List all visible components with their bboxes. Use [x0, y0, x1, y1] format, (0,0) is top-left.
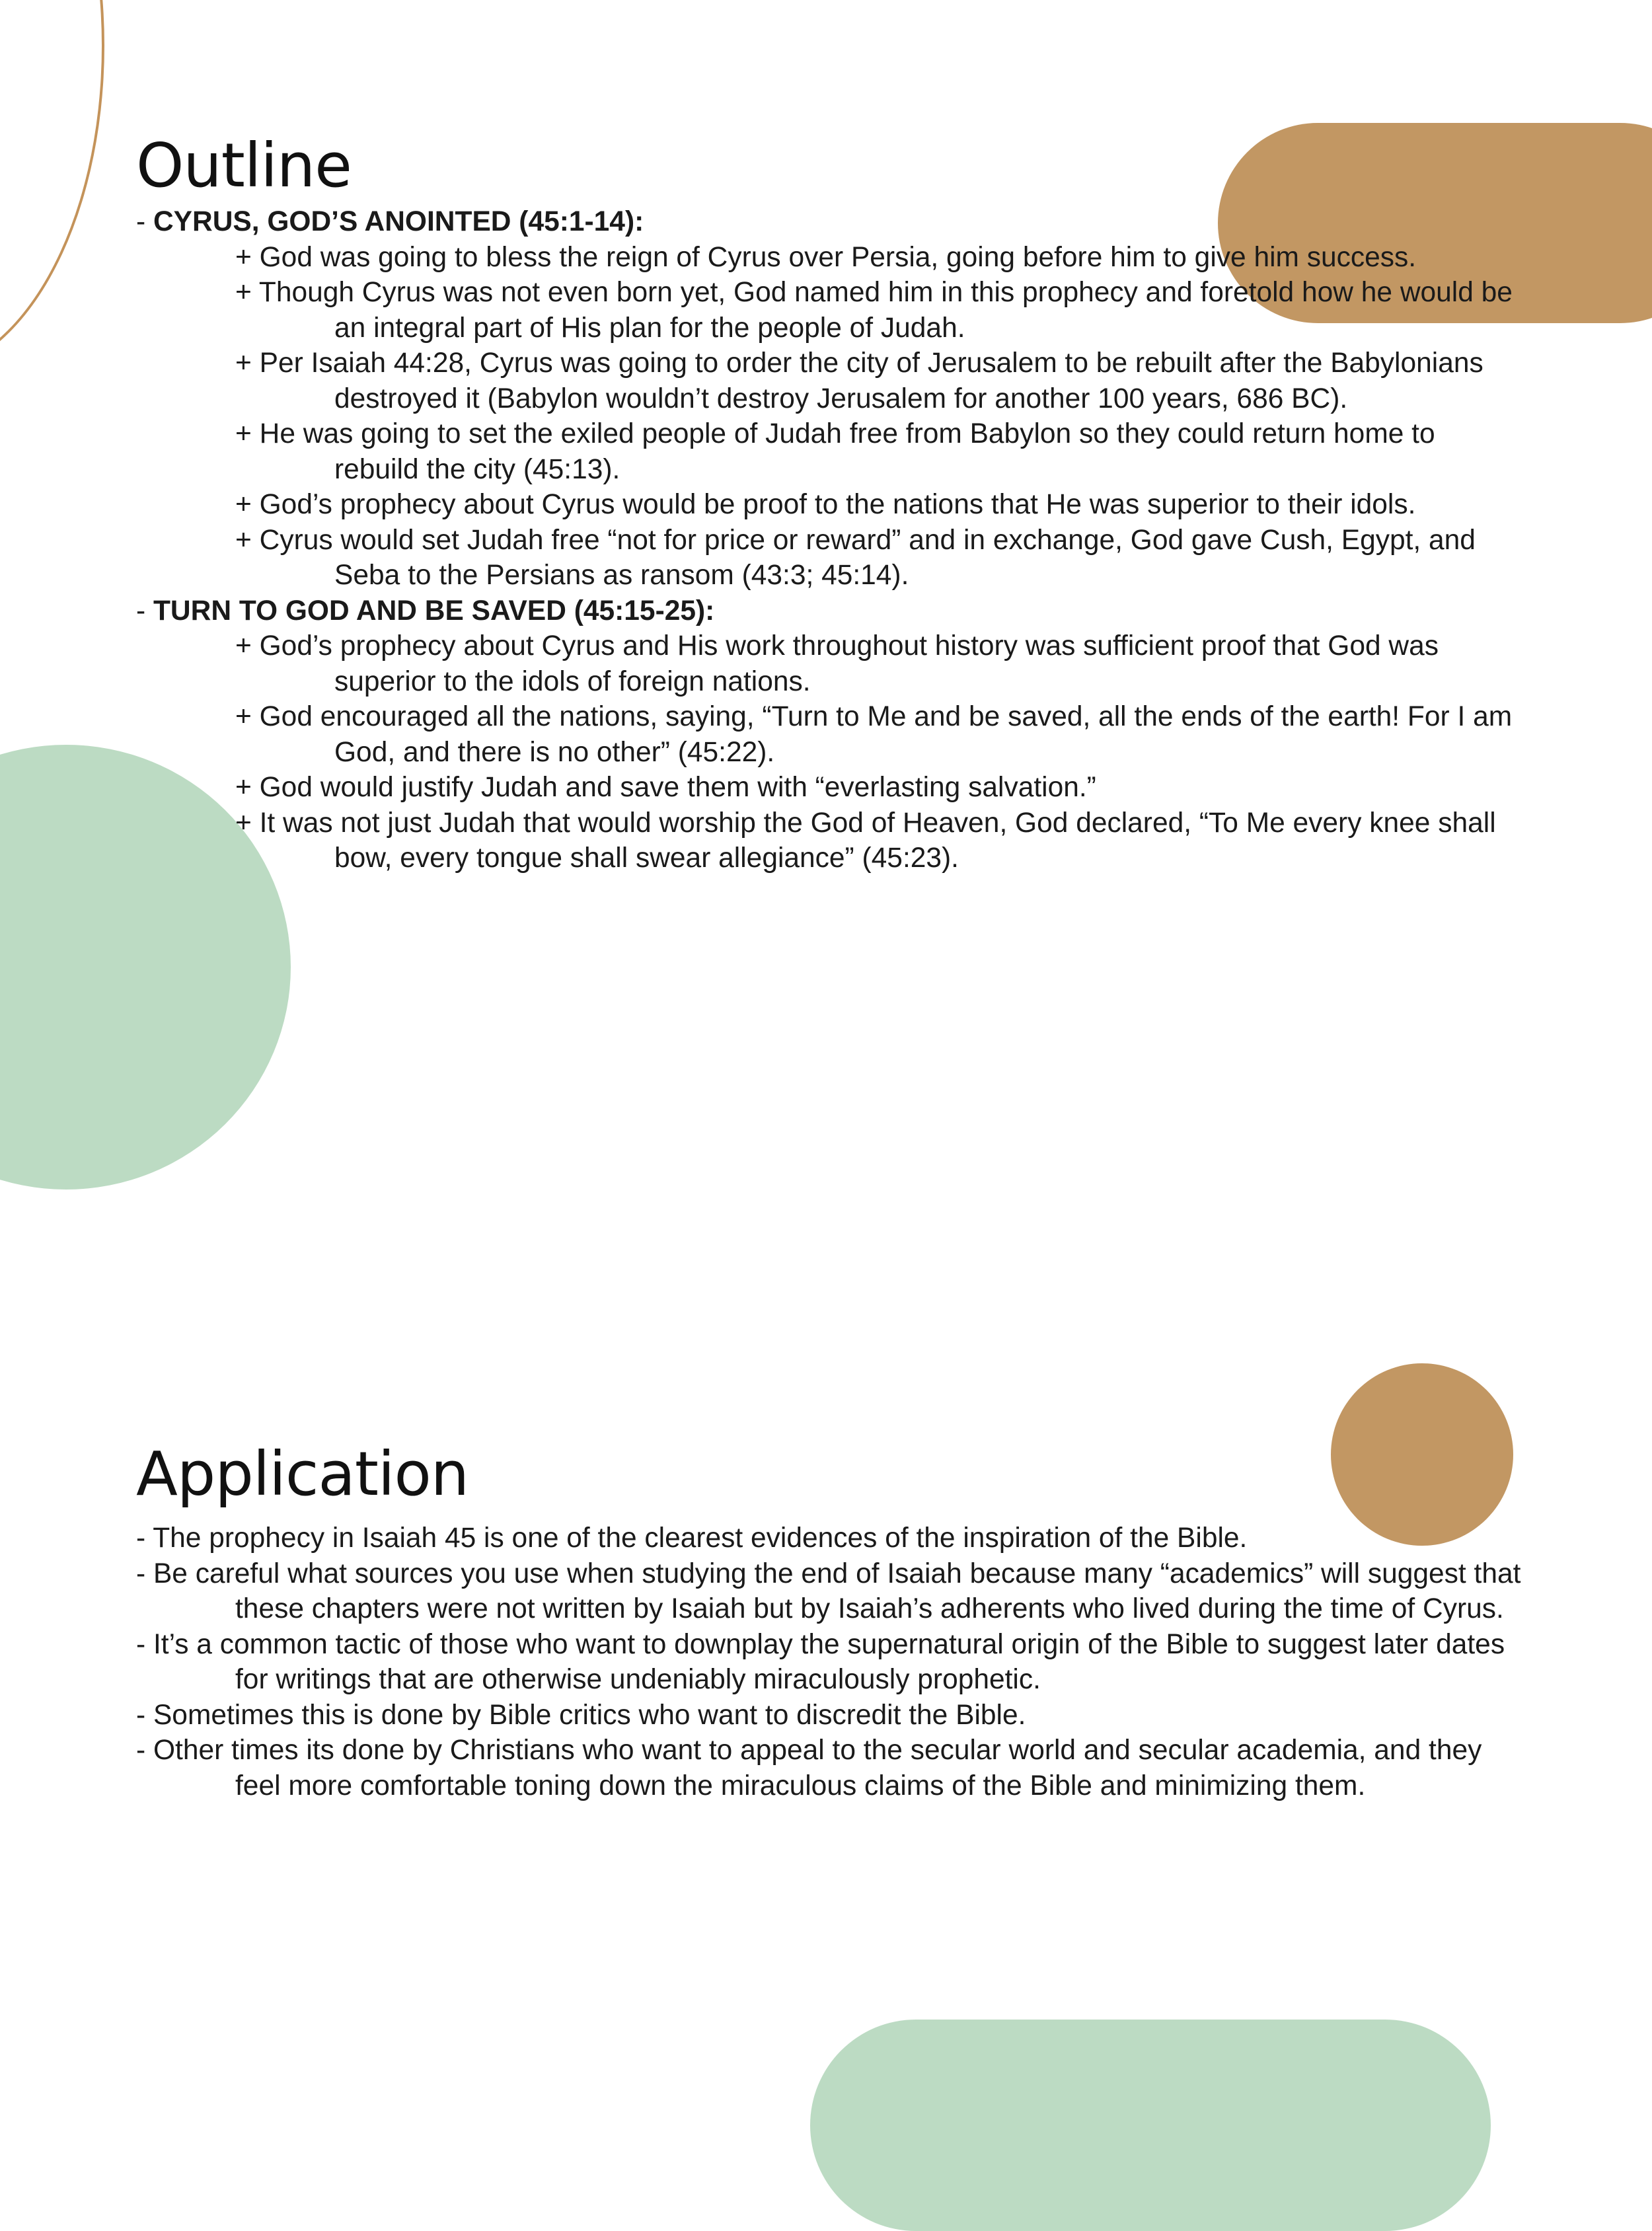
- outline-section: [136, 132, 1524, 876]
- outline-point: + God’s prophecy about Cyrus and His work throughout history was sufficient proof that God was superior to the idols of foreign nations.: [235, 630, 1439, 697]
- outline-point: + Per Isaiah 44:28, Cyrus was going to order the city of Jerusalem to be rebuilt after the Babylonians destroyed it (Babylon wouldn’t destroy Jerusalem for another 100 years, 686 BC).: [235, 348, 1483, 414]
- application-list: [136, 1521, 1524, 1803]
- outline-point: + God would justify Judah and save them with “everlasting salvation.”: [235, 772, 1096, 804]
- application-point: - It’s a common tactic of those who want to downplay the supernatural origin of the Bible to suggest later dates for writings that are otherwise undeniably miraculously prophetic.: [136, 1628, 1505, 1696]
- outline-heading-turn-to-god: - TURN TO GOD AND BE SAVED (45:15-25):: [136, 595, 715, 626]
- application-point: - Other times its done by Christians who want to appeal to the secular world and secular academia, and they feel more comfortable toning down the miraculous claims of the Bible and minimizing them.: [136, 1735, 1482, 1801]
- outline-list: [136, 204, 1524, 876]
- outline-heading-cyrus: - CYRUS, GOD’S ANOINTED (45:1-14):: [136, 206, 644, 238]
- decorative-green-pill: [810, 2020, 1491, 2231]
- outline-point: + Cyrus would set Judah free “not for price or reward” and in exchange, God gave Cush, Egypt, and Seba to the Persians as ransom (43:3; 45:14).: [235, 524, 1476, 591]
- outline-point: + God encouraged all the nations, saying, “Turn to Me and be saved, all the ends of the earth! For I am God, and there is no other” (45:22).: [235, 701, 1513, 768]
- outline-point: + Though Cyrus was not even born yet, God named him in this prophecy and foretold how he would be an integral part of His plan for the people of Judah.: [235, 277, 1513, 344]
- application-point: - Be careful what sources you use when studying the end of Isaiah because many “academics” will suggest that these chapters were not written by Isaiah but by Isaiah’s adherents who lived during the time of Cyrus.: [136, 1558, 1521, 1625]
- outline-title: Outline: [136, 130, 352, 201]
- outline-point: + It was not just Judah that would worship the God of Heaven, God declared, “To Me every knee shall bow, every tongue shall swear allegiance” (45:23).: [235, 807, 1496, 874]
- decorative-ring: [0, 0, 104, 375]
- outline-point: + God was going to bless the reign of Cyrus over Persia, going before him to give him success.: [235, 241, 1417, 273]
- outline-heading-text: TURN TO GOD AND BE SAVED (45:15-25):: [153, 595, 715, 626]
- application-point: - The prophecy in Isaiah 45 is one of the clearest evidences of the inspiration of the Bible.: [136, 1523, 1248, 1554]
- application-section: [136, 1441, 1524, 1803]
- outline-point: + God’s prophecy about Cyrus would be proof to the nations that He was superior to their idols.: [235, 489, 1416, 521]
- outline-heading-text: CYRUS, GOD’S ANOINTED (45:1-14):: [153, 206, 644, 238]
- outline-point: + He was going to set the exiled people of Judah free from Babylon so they could return home to rebuild the city (45:13).: [235, 418, 1435, 485]
- application-point: - Sometimes this is done by Bible critics who want to discredit the Bible.: [136, 1699, 1026, 1731]
- application-title: Application: [136, 1439, 469, 1509]
